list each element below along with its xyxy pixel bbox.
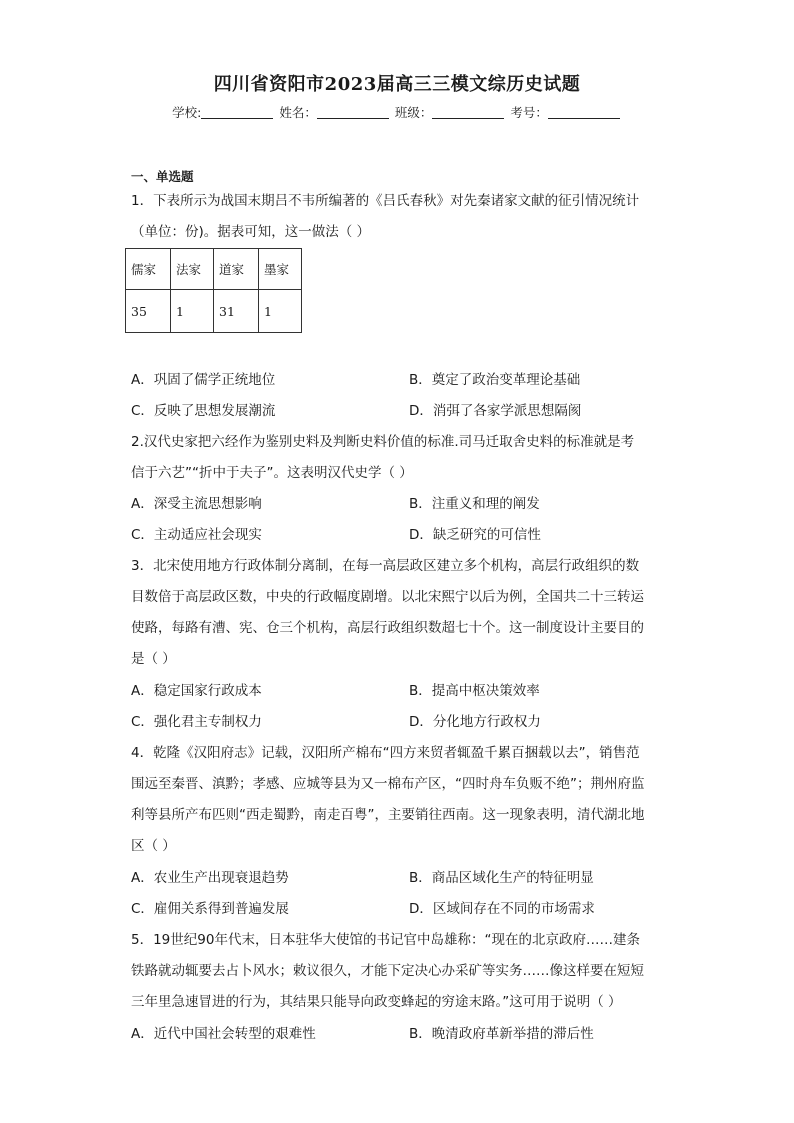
option-a[interactable]: A．深受主流思想影响 [131,496,262,512]
table-cell: 35 [126,290,171,333]
question-1-stem [131,186,666,248]
name-blank[interactable] [317,106,389,119]
class-label: 班级： [394,105,433,120]
question-4-line-4: 区（ ） [131,838,176,854]
school-blank[interactable] [201,106,273,119]
option-b[interactable]: B．奠定了政治变革理论基础 [409,372,581,388]
question-5-line-3: 三年里急速冒进的行为，其结果只能导向政变蜂起的穷途末路。”这可用于说明（ ） [131,994,622,1010]
exam-no-blank[interactable] [548,106,620,119]
option-c[interactable]: C．反映了思想发展潮流 [131,403,276,419]
table-header-cell: 道家 [214,249,259,290]
table-row [126,290,302,333]
option-c[interactable]: C．雇佣关系得到普遍发展 [131,901,289,917]
question-4-line-2: 围远至秦晋、滇黔；孝感、应城等县为又一棉布产区，“四时舟车负贩不绝”；荆州府监 [131,776,645,792]
citation-table [125,248,302,333]
question-3-line-1: 3．北宋使用地方行政体制分离制，在每一高层政区建立多个机构，高层行政组织的数 [131,558,640,574]
question-3-line-4: 是（ ） [131,651,176,667]
question-5-line-2: 铁路就动辄要去占卜风水；敕议很久，才能下定决心办采矿等实务……像这样要在短短 [131,963,644,979]
option-d[interactable]: D．分化地方行政权力 [409,714,541,730]
question-1-line-2: （单位：份)。据表可知，这一做法（ ） [131,224,371,240]
option-d[interactable]: D．区域间存在不同的市场需求 [409,901,595,917]
table-header-cell: 墨家 [259,249,302,290]
table-header-cell: 儒家 [126,249,171,290]
option-a[interactable]: A．稳定国家行政成本 [131,683,262,699]
option-a[interactable]: A．农业生产出现衰退趋势 [131,870,289,886]
question-3-line-3: 使路，每路有漕、宪、仓三个机构，高层行政组织数超七十个。这一制度设计主要目的 [131,620,644,636]
question-5-line-1: 5．19世纪90年代末，日本驻华大使馆的书记官中岛雄称：“现在的北京政府……建条 [131,932,640,948]
question-4-stem [131,738,666,862]
table-cell: 1 [171,290,214,333]
class-blank[interactable] [432,106,504,119]
question-2-stem [131,427,666,489]
option-b[interactable]: B．晚清政府革新举措的滞后性 [409,1026,594,1042]
option-b[interactable]: B．提高中枢决策效率 [409,683,540,699]
option-b[interactable]: B．商品区域化生产的特征明显 [409,870,594,886]
school-label: 学校: [172,105,202,120]
option-d[interactable]: D．缺乏研究的可信性 [409,527,541,543]
question-4-line-3: 利等县所产布匹则“西走蜀黔，南走百粤”，主要销往西南。这一现象表明，清代湖北地 [131,807,645,823]
option-c[interactable]: C．主动适应社会现实 [131,527,262,543]
option-b[interactable]: B．注重义和理的阐发 [409,496,540,512]
section-title: 一、单选题 [131,169,194,184]
exam-no-label: 考号： [510,105,548,120]
option-a[interactable]: A．巩固了儒学正统地位 [131,372,276,388]
question-4-line-1: 4．乾隆《汉阳府志》记载，汉阳所产棉布“四方来贸者辄盈千累百捆载以去”，销售范 [131,745,640,761]
question-3-stem [131,551,666,675]
option-a[interactable]: A．近代中国社会转型的艰难性 [131,1026,316,1042]
option-c[interactable]: C．强化君主专制权力 [131,714,262,730]
name-label: 姓名： [279,105,317,120]
question-1-line-1: 1．下表所示为战国末期吕不韦所编著的《吕氏春秋》对先秦诸家文献的征引情况统计 [131,193,640,209]
table-header-row [126,249,302,290]
question-2-line-2: 信于六艺”“折中于夫子”。这表明汉代史学（ ） [131,465,413,481]
table-header-cell: 法家 [171,249,214,290]
question-5-stem [131,925,666,1018]
option-d[interactable]: D．消弭了各家学派思想隔阂 [409,403,582,419]
table-cell: 1 [259,290,302,333]
student-info-line [0,103,794,121]
question-3-line-2: 目数倍于高层政区数，中央的行政幅度剧增。以北宋熙宁以后为例，全国共二十三转运 [131,589,644,605]
table-cell: 31 [214,290,259,333]
question-2-line-1: 2.汉代史家把六经作为鉴别史料及判断史料价值的标准.司马迁取舍史料的标准就是考 [131,434,635,450]
page-title: 四川省资阳市2023届高三三模文综历史试题 [213,74,581,95]
